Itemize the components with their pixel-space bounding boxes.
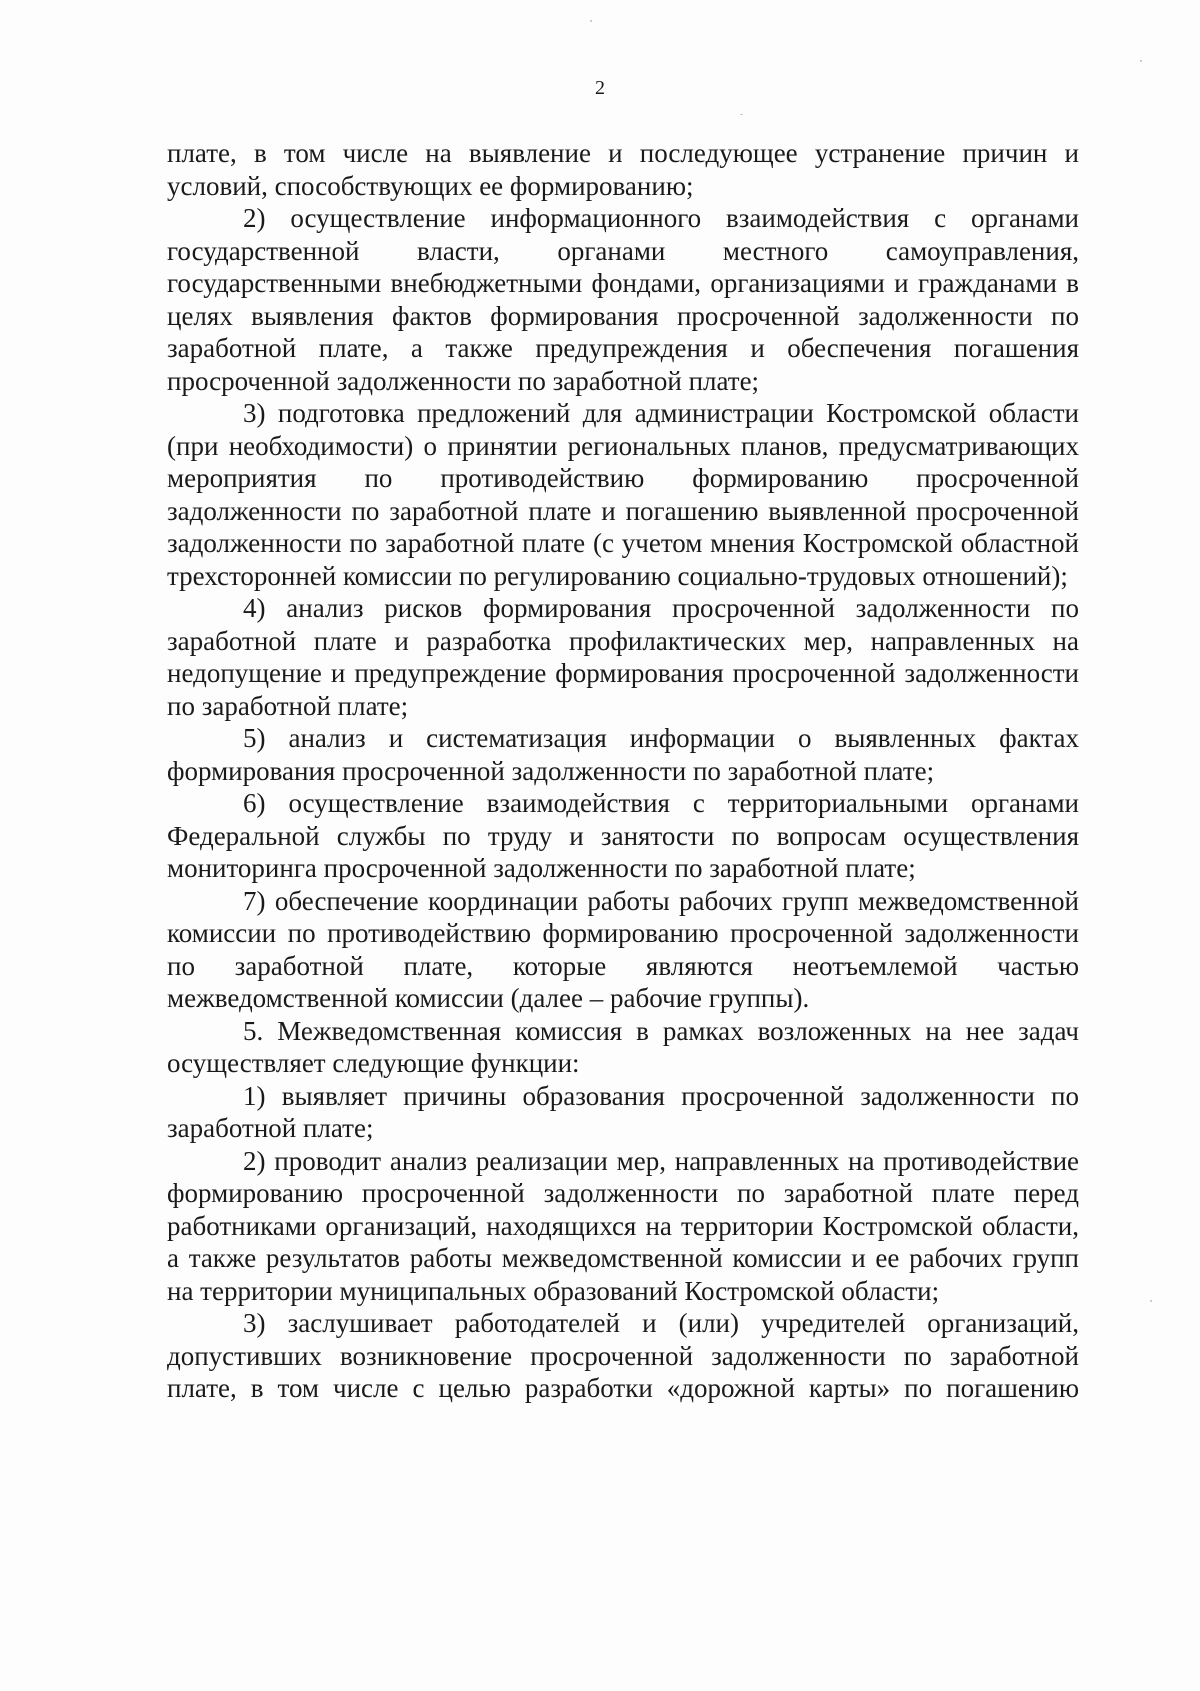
paragraph-item-2: 2) осуществление информационного взаимодействия с органами государственной власти, органами местного самоуправления, государственными внебюджетными фондами, организациями и гражданами в целях выявления фактов формирования просроченной задолженности по заработной плате, а также предупреждения и обеспечения погашения просроченной задолженности по заработной плате; <box>167 203 1079 396</box>
paragraph-item-4: 4) анализ рисков формирования просроченной задолженности по заработной плате и разработка профилактических мер, направленных на недопущение и предупреждение формирования просроченной задолженности по заработной плате; <box>167 593 1079 721</box>
paragraph-item-5: 5) анализ и систематизация информации о выявленных фактах формирования просроченной задолженности по заработной плате; <box>167 723 1079 786</box>
paragraph-function-2: 2) проводит анализ реализации мер, направленных на противодействие формированию просроченной задолженности по заработной плате перед работниками организаций, находящихся на территории Костромской области, а также результатов работы межведомственной комиссии и ее рабочих групп на территории муниципальных образований Костромской области; <box>167 1145 1079 1306</box>
paragraph-item-7: 7) обеспечение координации работы рабочих групп межведомственной комиссии по противодействию формированию просроченной задолженности по заработной плате, которые являются неотъемлемой частью межведомственной комиссии (далее – рабочие группы). <box>167 885 1079 1013</box>
paragraph-function-3: 3) заслушивает работодателей и (или) учредителей организаций, допустивших возникновение просроченной задолженности по заработной плате, в том числе с целью разработки «дорожной карты» по погашению <box>167 1308 1079 1403</box>
paragraph-item-3: 3) подготовка предложений для администрации Костромской области (при необходимости) о принятии региональных планов, предусматривающих мероприятия по противодействию формированию просроченной задолженности по заработной плате и погашению выявленной просроченной задолженности по заработной плате (с учетом мнения Костромской областной трехсторонней комиссии по регулированию социально-трудовых отношений); <box>167 398 1079 591</box>
paragraph-function-1: 1) выявляет причины образования просроченной задолженности по заработной плате; <box>167 1080 1079 1143</box>
document-body <box>167 137 1079 1405</box>
page-number: 2 <box>595 77 605 99</box>
paragraph-section-5: 5. Межведомственная комиссия в рамках возложенных на нее задач осуществляет следующие функции: <box>167 1015 1079 1078</box>
paragraph-continuation: плате, в том числе на выявление и последующее устранение причин и условий, способствующих ее формированию; <box>167 138 1079 201</box>
scan-speck <box>1150 1300 1152 1302</box>
scan-speck <box>740 114 743 115</box>
paragraph-item-6: 6) осуществление взаимодействия с территориальными органами Федеральной службы по труду и занятости по вопросам осуществления мониторинга просроченной задолженности по заработной плате; <box>167 788 1079 883</box>
scan-speck <box>1140 60 1142 62</box>
scan-speck <box>590 20 592 22</box>
